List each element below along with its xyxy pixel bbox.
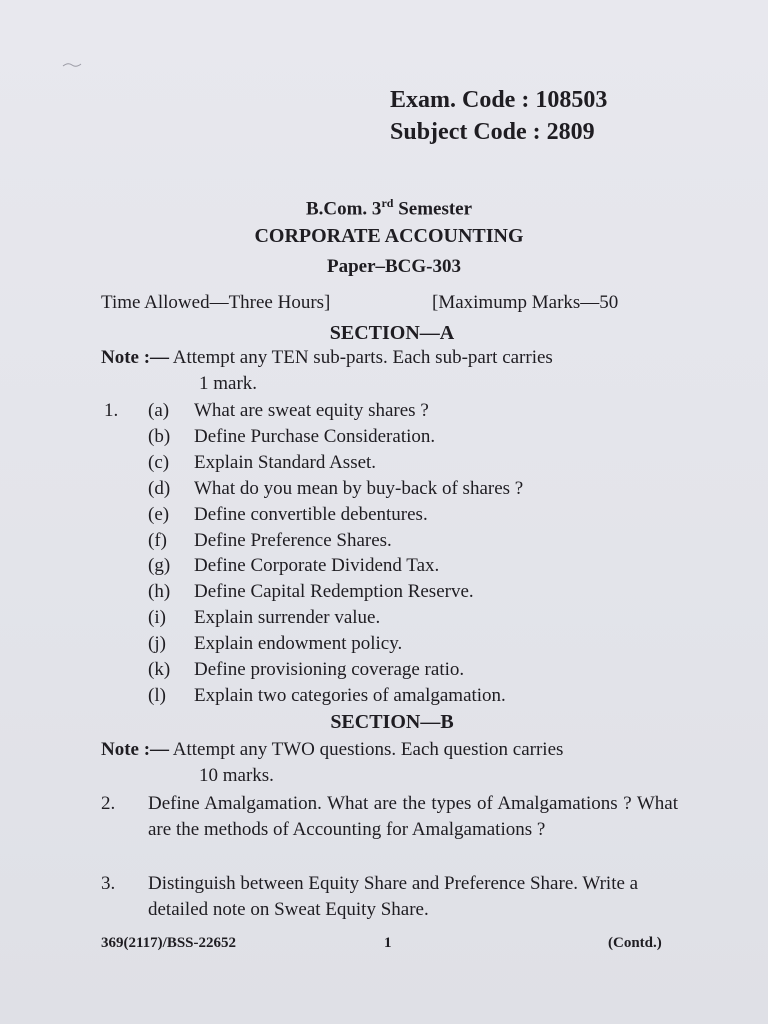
note-text-line2: 10 marks.: [199, 765, 274, 786]
subpart-letter: (d): [148, 477, 171, 499]
subpart-item: [148, 633, 402, 655]
note-text-line1: Attempt any TEN sub-parts. Each sub-part carries: [172, 347, 553, 368]
subpart-item: [148, 555, 439, 577]
subpart-item: [148, 426, 435, 448]
course-suffix: Semester: [393, 198, 473, 220]
subpart-letter: (a): [148, 400, 170, 421]
subpart-item: [148, 530, 392, 552]
subpart-text: What are sweat equity shares ?: [194, 400, 429, 421]
subject-code: Subject Code : 2809: [390, 119, 595, 145]
section-b-title: SECTION—B: [330, 711, 454, 733]
subpart-item: [148, 452, 376, 474]
question-1-number: 1.: [104, 400, 119, 421]
exam-code: Exam. Code : 108503: [390, 87, 608, 113]
subpart-letter: (g): [148, 555, 171, 577]
subpart-text: Define Corporate Dividend Tax.: [194, 555, 440, 577]
subpart-text: Explain surrender value.: [194, 607, 381, 629]
subpart-item: [148, 400, 429, 422]
subpart-text: Explain two categories of amalgamation.: [194, 684, 506, 706]
paper-code: Paper–BCG-303: [326, 256, 462, 277]
note-text-line2: 1 mark.: [199, 373, 258, 394]
note-text-line1: Attempt any TWO questions. Each question carries: [172, 739, 564, 760]
time-allowed: Time Allowed—Three Hours]: [101, 292, 331, 313]
subpart-item: [148, 478, 523, 500]
subpart-item: [148, 581, 474, 603]
subpart-letter: (h): [148, 581, 171, 603]
note-label: Note :—: [101, 739, 170, 760]
subpart-letter: (f): [148, 529, 167, 551]
section-a-title: SECTION—A: [329, 322, 455, 344]
question-number: 2.: [101, 793, 116, 814]
subpart-text: Explain endowment policy.: [194, 633, 403, 655]
subpart-item: [148, 607, 380, 629]
subpart-text: Define Preference Shares.: [194, 529, 392, 551]
subpart-letter: (b): [148, 425, 171, 447]
subpart-letter: (e): [148, 503, 170, 525]
subpart-text: Define Capital Redemption Reserve.: [194, 581, 474, 603]
course-prefix: B.Com. 3: [305, 198, 382, 220]
question-text: Define Amalgamation. What are the types of Amalgamations ? What are the methods of Accounting for Amalgamations ?: [148, 793, 678, 840]
subpart-text: Explain Standard Asset.: [194, 451, 377, 473]
note-label: Note :—: [101, 347, 170, 368]
subpart-item: [148, 685, 506, 707]
subpart-item: [148, 659, 464, 681]
exam-codes: [390, 84, 607, 148]
subpart-letter: (l): [148, 684, 166, 706]
subpart-item: [148, 504, 428, 526]
ink-mark-icon: [62, 60, 82, 70]
question-number: 3.: [101, 873, 116, 894]
question-text: Distinguish between Equity Share and Preference Share. Write a detailed note on Sweat Equity Share.: [148, 873, 639, 920]
subpart-letter: (i): [148, 607, 166, 629]
subpart-text: Define convertible debentures.: [194, 503, 428, 525]
subpart-letter: (j): [148, 633, 166, 655]
max-marks: [Maximump Marks—50: [432, 292, 619, 313]
footer-paper-code: 369(2117)/BSS-22652: [101, 935, 237, 951]
footer-contd: (Contd.): [608, 935, 662, 951]
section-b-note: [101, 737, 681, 789]
subpart-text: Define provisioning coverage ratio.: [194, 659, 465, 680]
course-title: [5, 196, 768, 220]
subpart-text: Define Purchase Consideration.: [194, 425, 436, 447]
subpart-text: What do you mean by buy-back of shares ?: [194, 477, 524, 499]
course-sup: rd: [381, 196, 394, 210]
subject-title: CORPORATE ACCOUNTING: [254, 225, 524, 247]
footer-page-number: 1: [384, 935, 392, 951]
section-a-note: [101, 345, 681, 397]
subpart-letter: (c): [148, 451, 170, 473]
subpart-letter: (k): [148, 659, 171, 680]
